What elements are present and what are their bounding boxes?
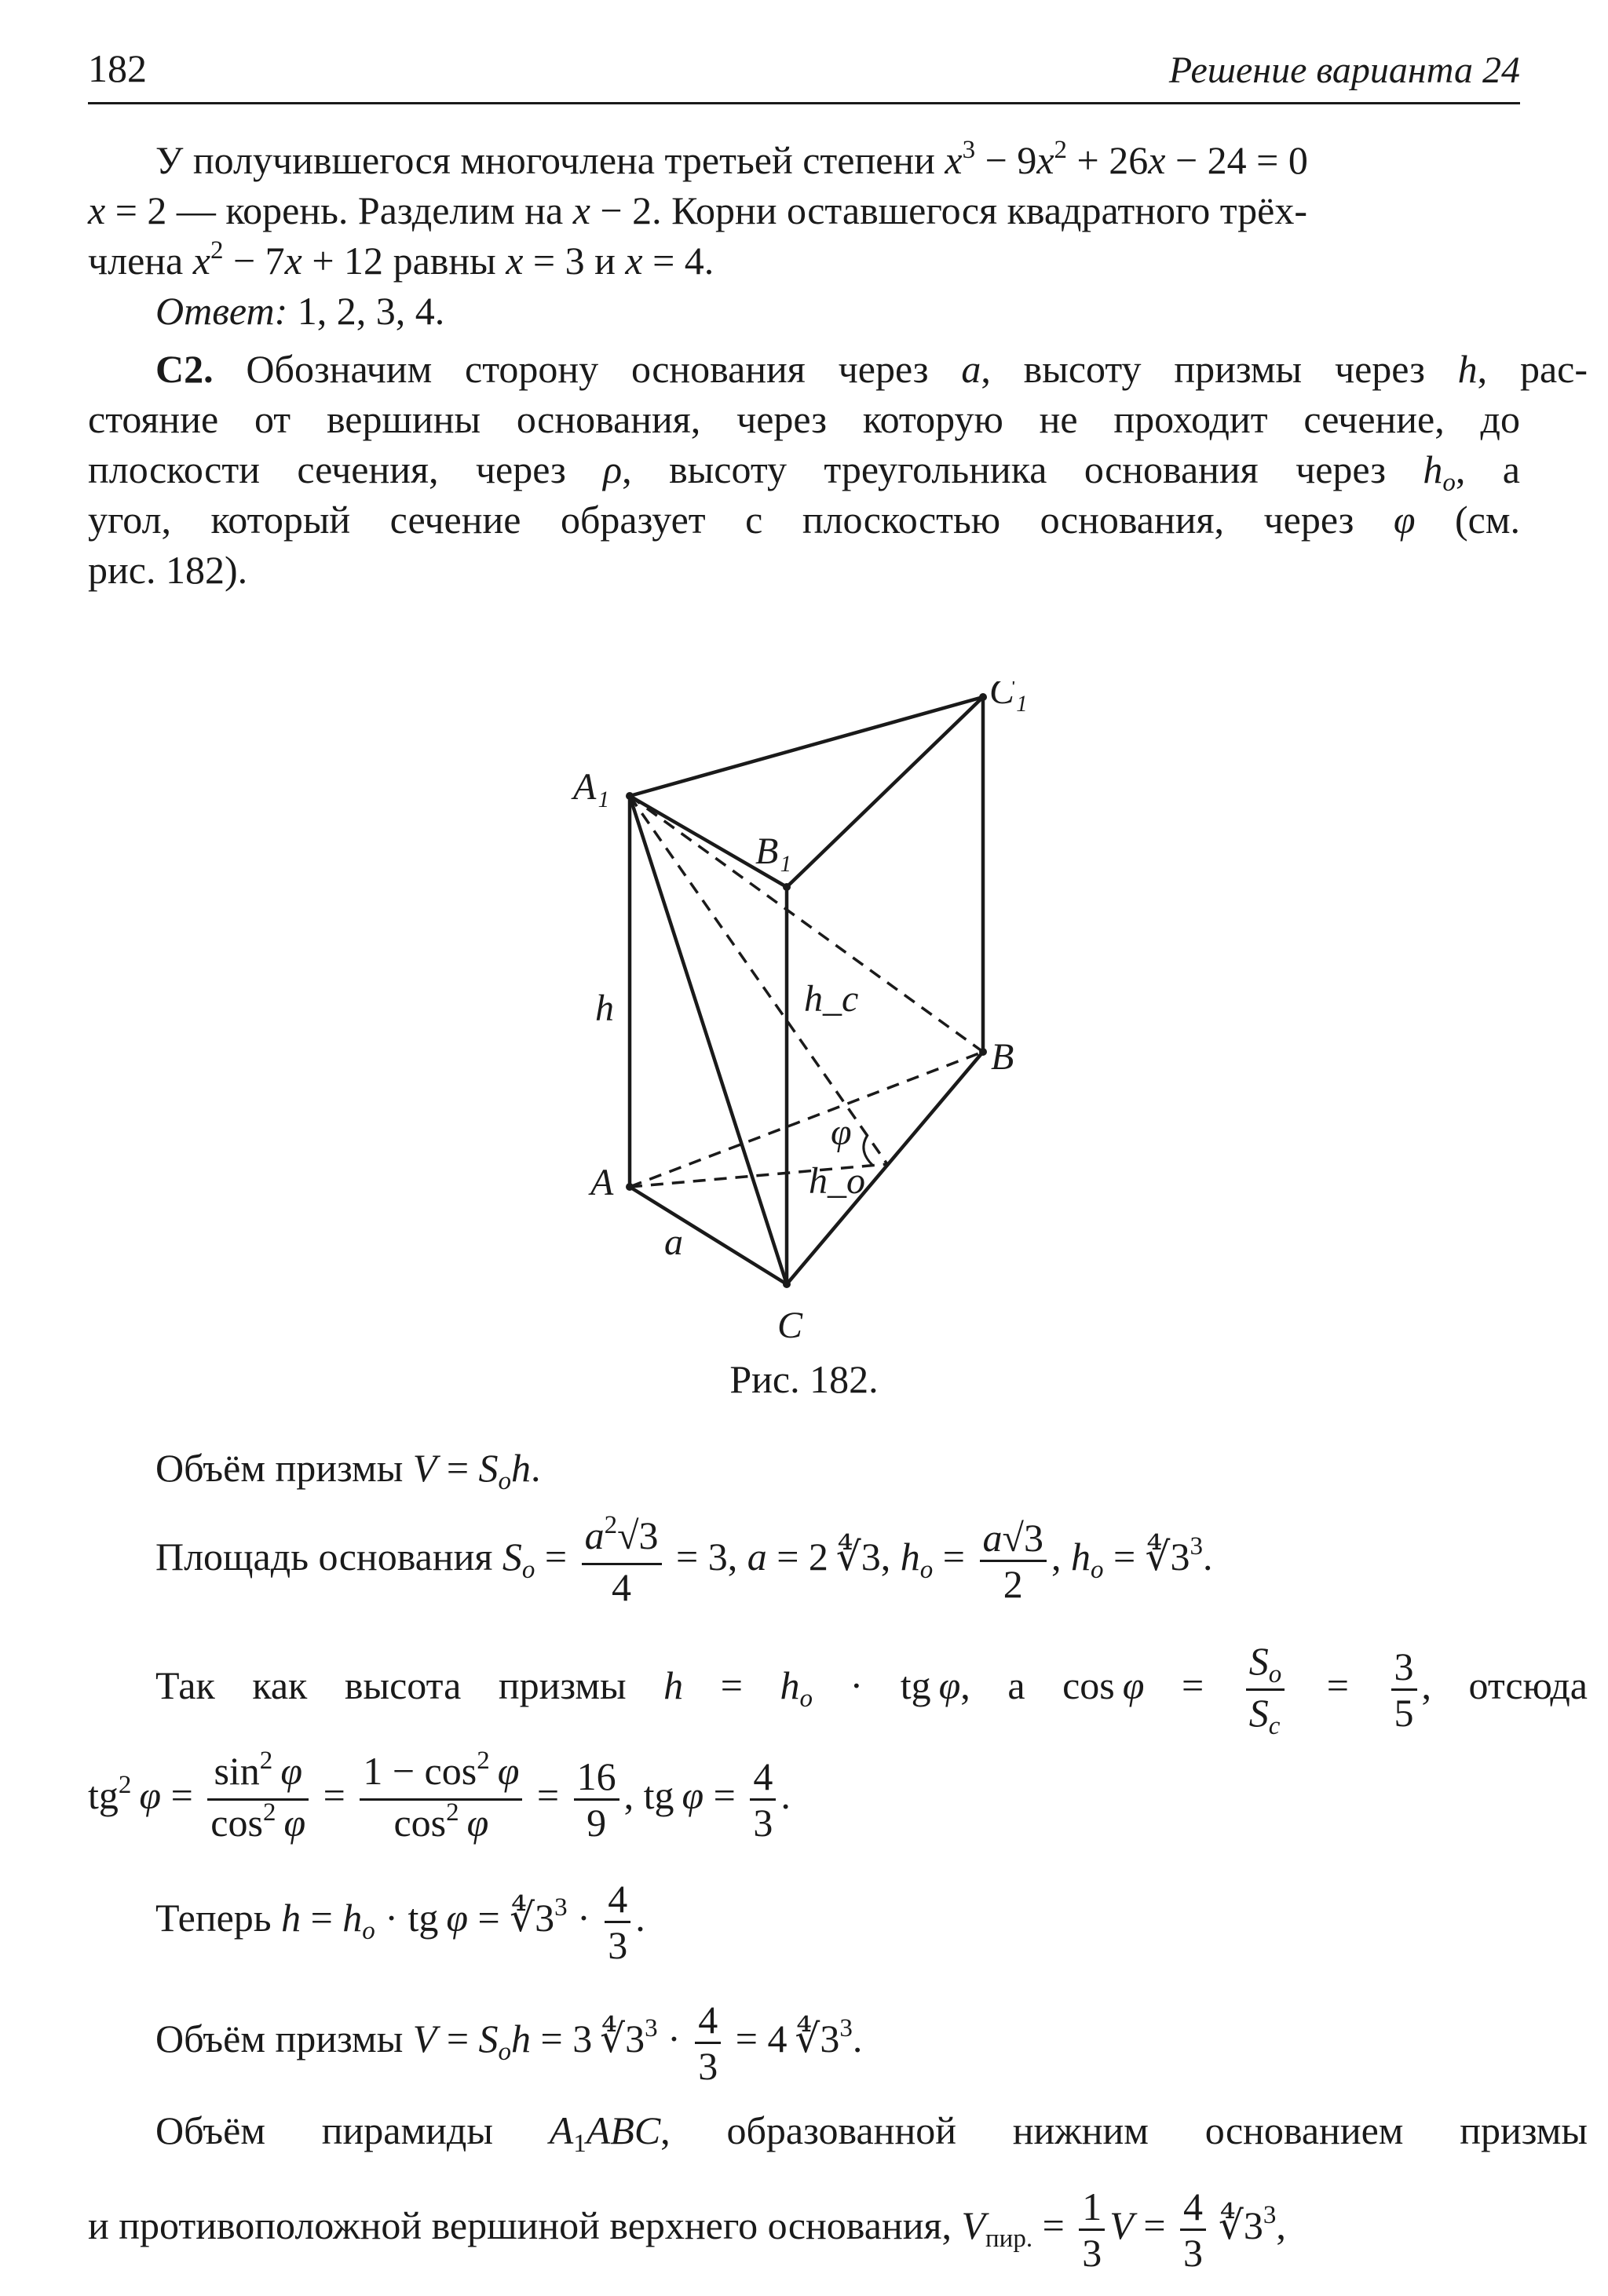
c2-line-1: С2. Обозначим сторону основания через a, высоту призмы через h, рас- xyxy=(155,347,1588,391)
pyramid-line-1: Объём пирамиды $A_1ABC$, образованной нижним основанием призмы xyxy=(155,2108,1588,2158)
label-B1: B₁ xyxy=(755,830,792,872)
page-number: 182 xyxy=(88,46,147,90)
c2-line-5: рис. 182). xyxy=(88,548,248,592)
label-h: h xyxy=(595,987,614,1029)
label-hc: h_c xyxy=(804,978,859,1020)
c2-line-3: плоскости сечения, через ρ, высоту треугольника основания через $h_o$, а xyxy=(88,447,1520,497)
answer-line xyxy=(88,286,1588,336)
text-line-2: x = 2 — корень. Разделим на x − 2. Корни оставшегося квадратного трёх- xyxy=(88,188,1308,232)
problem-label: С2. xyxy=(155,347,214,391)
label-A: A xyxy=(590,1162,614,1203)
height-line: Теперь $h = h_o$ · tg $\varphi = ∜3^3$ · $\frac{4}{3}$ . xyxy=(155,1877,645,1968)
label-A1: A₁ xyxy=(573,766,610,808)
tangent-line: $tg^2$ φ = $\frac{\sin^2 \varphi}{\cos^2 \varphi}$ = $\frac{1 - \cos^2 \varphi}{\cos^2 \varphi}$ = $\frac{16}{9}$ , tg φ = $\frac{4}{3}$ . xyxy=(88,1747,791,1845)
c2-line-2: стояние от вершины основания, через которую не проходит сечение, до xyxy=(88,397,1520,441)
label-phi: φ xyxy=(831,1111,852,1153)
c2-line-4: угол, который сечение образует с плоскостью основания, через φ (см. xyxy=(88,498,1520,542)
text-line-3: члена $x^2 - 7x + 12$ равны x = 3 и x = 4. xyxy=(88,236,714,283)
prism-volume-line: Объём призмы $V = S_oh$. xyxy=(155,1446,541,1495)
figure-caption: Рис. 182. xyxy=(729,1357,879,1401)
since-line: Так как высота призмы $h = h_o$ · tg φ, а cos φ = $\frac{S_o}{S_c}$ = $\frac{3}{5}$ , отсюда xyxy=(155,1639,1588,1741)
label-a: a xyxy=(664,1221,683,1263)
prism-diagram xyxy=(550,681,1052,1356)
answer-label: Ответ: xyxy=(155,289,288,333)
pyramid-line-2: и противоположной вершиной верхнего основания, $V_{пир.}$ = $\frac{1}{3}$ V = $\frac{4}{3}$ $∜3^3$, xyxy=(88,2185,1286,2276)
prism-figure xyxy=(550,681,1052,1356)
text-line-1: У получившегося многочлена третьей степени $x^3 - 9x^2 + 26x - 24 = 0$ xyxy=(155,136,1308,182)
answer-value: 1, 2, 3, 4. xyxy=(287,289,445,333)
running-title: Решение варианта 24 xyxy=(1168,49,1520,91)
header-rule xyxy=(88,102,1520,104)
label-ho: h_o xyxy=(809,1160,865,1202)
base-area-line: Площадь основания $S_o$ = $\frac{a^2√3}{4}$ = 3, a = 2 ∜3, $h_o$ = $\frac{a√3}{2}$ , $h_o$ = $∜3^3$. xyxy=(155,1510,1213,1609)
prism-volume-result-line: Объём призмы $V = S_oh = 3$ $∜3^3$ · $\frac{4}{3}$ = 4 $∜3^3$. xyxy=(155,1998,863,2089)
label-C: C xyxy=(777,1305,803,1346)
label-C1: C₁ xyxy=(989,681,1028,712)
label-B: B xyxy=(991,1036,1014,1078)
